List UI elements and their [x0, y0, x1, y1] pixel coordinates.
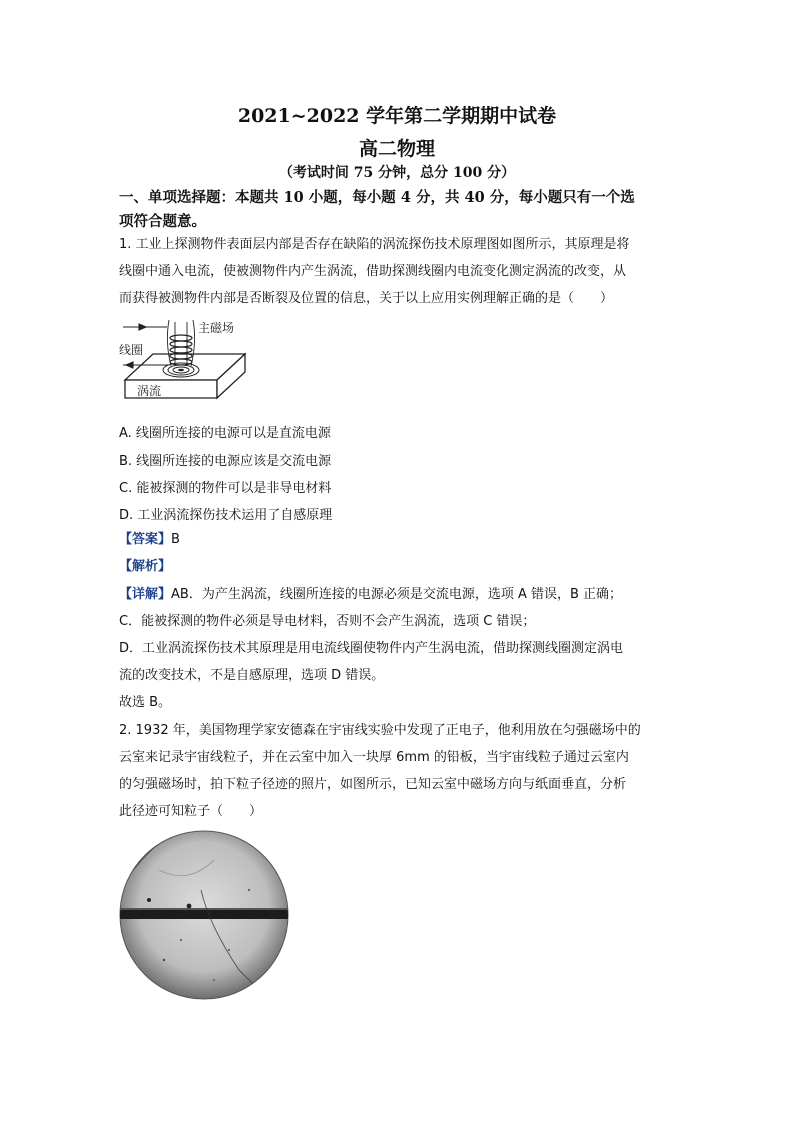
detail-tag: 【详解】 [119, 587, 172, 602]
q1-detail-line3: D．工业涡流探伤技术其原理是用电流线圈使物件内产生涡电流，借助探测线圈测定涡电 [119, 641, 624, 656]
q1-detail-line1 [119, 586, 622, 604]
analysis-tag: 【解析】 [119, 559, 172, 574]
subject-title: 高二物理 [358, 138, 435, 160]
q1-stem-line1: 1. 工业上探测物件表面层内部是否存在缺陷的涡流探伤技术原理图如图所示，其原理是将 [119, 237, 630, 252]
exam-info: （考试时间 75 分钟，总分 100 分） [278, 165, 516, 181]
figure-label-magnet: 主磁场 [198, 321, 235, 335]
exam-title: 2021~2022 学年第二学期期中试卷 [237, 105, 557, 127]
q1-option-b: B. 线圈所连接的电源应该是交流电源 [119, 454, 332, 469]
q1-stem-line2: 线圈中通入电流，使被测物件内产生涡流，借助探测线圈内电流变化测定涡流的改变，从 [119, 264, 627, 279]
eddy-current-figure [119, 318, 249, 414]
q1-answer-line [119, 531, 180, 549]
q1-stem-line3: 而获得被测物件内部是否断裂及位置的信息，关于以上应用实例理解正确的是（ ） [119, 291, 614, 306]
figure-label-coil: 线圈 [119, 343, 144, 357]
q1-analysis-line [119, 558, 171, 576]
detail-text-1: AB．为产生涡流，线圈所连接的电源必须是交流电源，选项 A 错误，B 正确； [171, 587, 623, 602]
cloud-chamber-photo [119, 830, 289, 1000]
q2-stem-line3: 的匀强磁场时，拍下粒子径迹的照片，如图所示，已知云室中磁场方向与纸面垂直，分析 [119, 777, 627, 792]
figure-label-eddy: 涡流 [137, 384, 162, 398]
q1-detail-line2: C．能被探测的物件必须是导电材料，否则不会产生涡流，选项 C 错误； [119, 614, 536, 629]
section-heading-line1: 一、单项选择题：本题共 10 小题，每小题 4 分，共 40 分，每小题只有一个选 [119, 189, 635, 206]
section-heading [119, 186, 679, 234]
q1-detail-line4: 流的改变技术，不是自感原理，选项 D 错误。 [119, 668, 385, 683]
q2-stem-line2: 云室来记录宇宙线粒子，并在云室中加入一块厚 6mm 的铅板，当宇宙线粒子通过云室内 [119, 750, 629, 765]
q2-stem-line1: 2. 1932 年，美国物理学家安德森在宇宙线实验中发现了正电子，他利用放在匀强磁场中的 [119, 723, 641, 738]
q1-option-c: C. 能被探测的物件可以是非导电材料 [119, 481, 332, 496]
q1-conclusion: 故选 B。 [119, 695, 172, 710]
answer-tag: 【答案】 [119, 532, 172, 547]
answer-value: B [171, 532, 180, 547]
q1-option-d: D. 工业涡流探伤技术运用了自感原理 [119, 508, 333, 523]
section-heading-line2: 项符合题意。 [119, 213, 206, 230]
q2-stem-line4: 此径迹可知粒子（ ） [119, 804, 263, 819]
q1-option-a: A. 线圈所连接的电源可以是直流电源 [119, 426, 331, 441]
